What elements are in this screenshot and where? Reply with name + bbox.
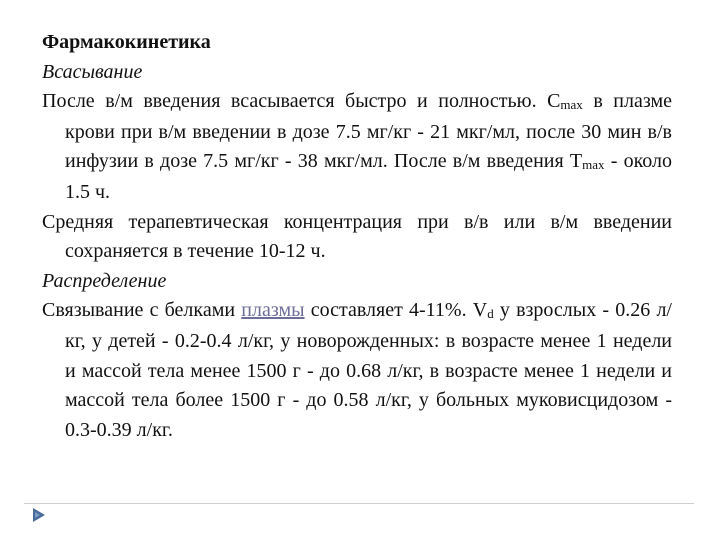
absorption-text-1: После в/м введения всасывается быстро и полностью. C: [42, 90, 561, 113]
section-heading-absorption: Всасывание: [42, 60, 143, 83]
triangle-right-icon[interactable]: [30, 506, 48, 524]
section-heading-distribution: Распределение: [42, 269, 167, 292]
footer-divider: [24, 503, 694, 504]
distribution-text-1: Связывание с белками: [42, 299, 242, 322]
slide-title: Фармакокинетика: [42, 31, 211, 53]
paragraph-concentration: Средняя терапевтическая концентрация при в/в или в/м введении сохраняется в течение 10-12 ч.: [42, 210, 672, 263]
vd-subscript: d: [487, 306, 494, 322]
paragraph-distribution: [42, 296, 672, 445]
plasma-link[interactable]: плазмы: [241, 299, 305, 322]
absorption-text-2: в плазме крови при в/м введении в дозе 7.5 мг/кг - 21 мкг/мл, после 30 мин в/в инфузии в дозе 7.5 мг/кг - 38 мкг/мл. После в/м введения T: [65, 90, 672, 173]
distribution-text-2: составляет 4-11%. V: [304, 299, 488, 322]
absorption-text-3: - около 1.5 ч.: [65, 150, 672, 203]
distribution-text-3: у взрослых - 0.26 л/кг, у детей - 0.2-0.4 л/кг, у новорожденных: в возрасте менее 1 недели и массой тела менее 1500 г - до 0.68 л/кг, в возрасте менее 1 недели и массой тела более 1500 г - до 0.58 л/кг, у больных муковисцидозом - 0.3-0.39 л/кг.: [65, 299, 672, 441]
cmax-subscript: max: [560, 97, 583, 113]
paragraph-absorption: [42, 87, 672, 207]
tmax-subscript: max: [582, 157, 605, 173]
slide-content: [42, 28, 672, 445]
